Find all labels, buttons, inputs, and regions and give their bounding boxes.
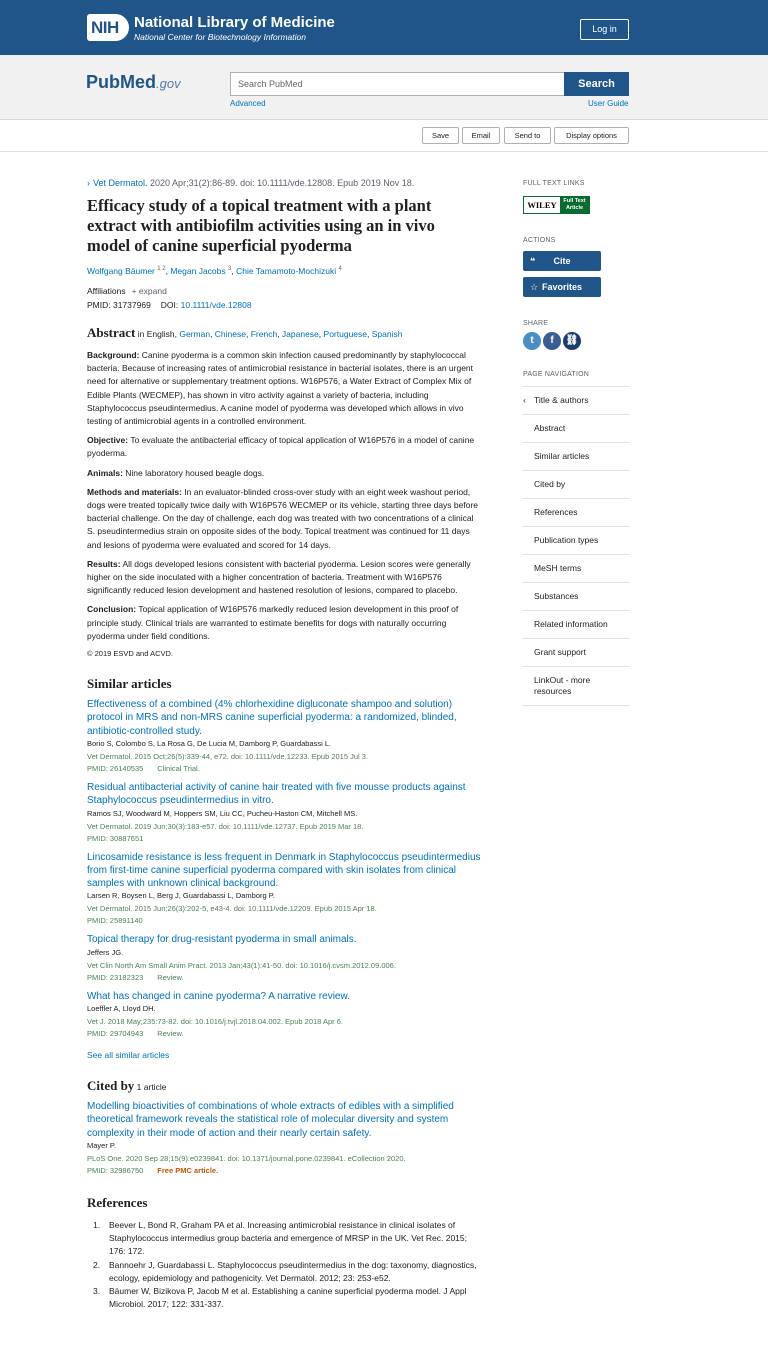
wiley-logo: WILEY — [524, 197, 560, 213]
section-text: Canine pyoderma is a common skin infection caused predominantly by staphylococcal bacteria. Because of increasing rates of antimicrobial resistance in bacterial isolates, there is an urgent need for alternative or supplementary treatment options. W16P576, a Water Extract of Complex Mix of Edible Plants (WECMEP), has shown in vitro activity against a variety of bacteria, including Staphylococcus pseudintermedius. A canine model of pyoderma was developed which allows in vivo testing of antimicrobial agents in a controlled environment. — [87, 350, 474, 427]
ref-text: Beever L, Bond R, Graham PA et al. Increasing antimicrobial resistance in clinical isolates of Staphylococcus intermedius group bacteria and emergence of MRSP in the UK. Vet Rec. 2015; 176: 172. — [109, 1219, 467, 1257]
affiliation-ref[interactable]: 3 — [228, 266, 232, 273]
cite-button[interactable] — [523, 251, 601, 271]
ref-number: 1. — [93, 1219, 101, 1230]
similar-article-link[interactable]: What has changed in canine pyoderma? A narrative review. — [87, 990, 350, 1002]
nav-label: Grant support — [534, 647, 586, 657]
similar-article-authors: Larsen R, Boysen L, Berg J, Guardabassi L, Damborg P. — [87, 891, 275, 901]
section-label: Methods and materials: — [87, 486, 182, 497]
section-label: Animals: — [87, 467, 123, 478]
favorites-button[interactable] — [523, 277, 601, 297]
page-navigation-label: PAGE NAVIGATION — [523, 371, 590, 378]
similar-article-journal: Vet J. 2018 May;235:73-82. doi: 10.1016/j.tvjl.2018.04.002. Epub 2018 Apr 6. — [87, 1017, 344, 1027]
section-text: Topical application of W16P576 markedly reduced lesion development in this proof of principle study. Clinical trials are warranted to estimate benefits for dogs with naturally occurring pyoderma under field conditions. — [87, 604, 459, 641]
section-label: Objective: — [87, 435, 129, 446]
action-bar — [0, 120, 768, 152]
nih-logo[interactable]: NIH — [87, 14, 129, 41]
similar-article-pmid — [87, 915, 482, 927]
nav-item[interactable] — [523, 415, 629, 443]
similar-article-pmid — [87, 972, 482, 984]
quote-icon: ❝ — [530, 255, 536, 266]
star-icon: ☆ — [530, 281, 539, 292]
affiliation-ref[interactable]: 4 — [338, 266, 342, 273]
see-all-similar-link[interactable]: See all similar articles — [87, 1050, 170, 1061]
full-text-badge: Full Text Article — [560, 197, 589, 213]
pmid: PMID: 30887651 — [87, 833, 144, 843]
lang-portuguese[interactable]: Portuguese — [323, 329, 368, 339]
references-list — [87, 1219, 482, 1311]
pmid: PMID: 32986750 — [87, 1165, 144, 1175]
doi-label: DOI: — [160, 300, 179, 310]
pmid: PMID: 26140535 — [87, 763, 144, 773]
lang-japanese[interactable]: Japanese — [281, 329, 319, 339]
article-title: Efficacy study of a topical treatment with a plant extract with antibiofilm activities using an in vivo model of canine superficial pyoderma — [87, 196, 435, 255]
abstract-heading: Abstract in English, German, Chinese, French, Japanese, Portuguese, Spanish — [87, 325, 403, 340]
similar-article-authors: Borio S, Colombo S, La Rosa G, De Lucia M, Damborg P, Guardabassi L. — [87, 738, 332, 748]
nav-label: Similar articles — [534, 451, 590, 461]
list-item — [87, 781, 482, 845]
similar-article-pmid — [87, 833, 482, 845]
facebook-icon[interactable]: f — [543, 332, 561, 350]
similar-article-journal: Vet Dermatol. 2019 Jun;30(3):183-e57. doi: 10.1111/vde.12737. Epub 2019 Mar 18. — [87, 821, 364, 831]
cited-article-journal: PLoS One. 2020 Sep 28;15(9):e0239841. doi: 10.1371/journal.pone.0239841. eCollection 2020. — [87, 1153, 406, 1163]
pmid: PMID: 25891140 — [87, 916, 143, 926]
nav-item[interactable] — [523, 555, 629, 583]
ref-text: Bannoehr J, Guardabassi L. Staphylococcus pseudintermedius in the dog: taxonomy, diagnostics, ecology, epidemiology and pathogenicity. Vet Dermatol. 2012; 23: 253-e52. — [109, 1259, 477, 1283]
author-list: Wolfgang Bäumer $^{1 2}$, Megan Jacobs $^3$, Chie Tamamoto-Mochizuki $^4$ — [87, 266, 342, 276]
cited-article-link[interactable]: Modelling bioactivities of combinations of whole extracts of edibles with a simplified theoretical framework reveals the statistical role of molecular diversity and system complexity in their mode of action and their nearly certain safety. — [87, 1101, 454, 1139]
publication-type: Review. — [157, 972, 184, 982]
abstract-results — [87, 558, 482, 598]
actions-label: ACTIONS — [523, 237, 556, 244]
cited-article-authors: Mayer P. — [87, 1140, 117, 1150]
login-button[interactable]: Log in — [580, 19, 629, 40]
abstract-title: Abstract — [87, 325, 136, 340]
similar-articles-heading: Similar articles — [87, 676, 172, 692]
send-to-button[interactable]: Send to — [504, 127, 551, 144]
section-text: All dogs developed lesions consistent with bacterial pyoderma. Lesion scores were generally higher on the side inoculated with a higher concentration of bacteria. Treatment with W16P576 significantly reduced lesion development and hastened resolution of lesions, compared to placebo. — [87, 558, 471, 596]
ncbi-subtitle: National Center for Biotechnology Information — [134, 32, 306, 42]
pmid: PMID: 29704943 — [87, 1029, 144, 1039]
list-item — [87, 1259, 482, 1285]
list-item — [87, 1285, 482, 1311]
similar-article-link[interactable]: Lincosamide resistance is less frequent in Denmark in Staphylococcus pseudintermedius from first-time canine superficial pyoderma compared with skin isolates from clinical samples with unknown clinical background. — [87, 851, 481, 890]
abstract-animals — [87, 467, 482, 480]
ref-text: Bäumer W, Bizikova P, Jacob M et al. Establishing a canine superficial pyoderma model. J Appl Microbiol. 2017; 122: 331-337. — [109, 1285, 467, 1310]
doi-link[interactable]: 10.1111/vde.12808 — [180, 300, 252, 310]
nav-item[interactable] — [523, 611, 629, 639]
copyright: © 2019 ESVD and ACVD. — [87, 649, 173, 659]
nav-label: MeSH terms — [534, 563, 582, 573]
chevron-left-icon: ‹ — [523, 395, 526, 405]
abstract-methods — [87, 486, 482, 552]
citation-details: 2020 Apr;31(2):86-89. doi: 10.1111/vde.12808. Epub 2019 Nov 18. — [147, 178, 415, 188]
nav-item[interactable] — [523, 639, 629, 667]
pubmed-logo-pub: Pub — [86, 72, 120, 92]
section-label: Conclusion: — [87, 604, 137, 615]
search-input[interactable]: Search PubMed — [230, 72, 565, 96]
similar-article-journal: Vet Clin North Am Small Anim Pract. 2013 Jan;43(1):41-50. doi: 10.1016/j.cvsm.2012.09.006. — [87, 960, 396, 970]
page-navigation — [523, 386, 629, 706]
nav-item[interactable] — [523, 667, 629, 706]
section-text: In an evaluator-blinded cross-over study with an eight week washout period, dogs were treated topically twice daily with W16P576 WECMEP or its vehicle, starting three days before bacterial challenge. On the day of challenge, each dog was treated with two concentrations of a clinical S. pseudintermedius strain on opposite sides of the body. Topical treatment was continued for 11 days and lesions of pyoderma were evaluated and scored for 14 days. — [87, 486, 479, 550]
sidebar — [523, 180, 629, 706]
lang-french[interactable]: French — [250, 329, 278, 339]
similar-article-pmid — [87, 763, 482, 775]
nav-item[interactable] — [523, 443, 629, 471]
nav-item[interactable] — [523, 499, 629, 527]
email-button[interactable]: Email — [462, 127, 500, 144]
nav-label: Publication types — [534, 535, 599, 545]
affiliations-row — [87, 286, 482, 296]
abstract-body — [87, 349, 482, 643]
cited-by-title: Cited by — [87, 1078, 135, 1094]
advanced-search-link[interactable]: Advanced — [230, 99, 266, 108]
nav-item[interactable] — [523, 583, 629, 611]
abstract-conclusion — [87, 603, 482, 643]
cited-by-count: 1 article — [134, 1082, 167, 1093]
lang-german[interactable]: German — [179, 329, 211, 339]
similar-article-authors: Jeffers JG. — [87, 947, 124, 957]
section-label: Results: — [87, 558, 121, 569]
nlm-title[interactable]: National Library of Medicine — [134, 14, 335, 31]
list-item — [87, 1219, 482, 1259]
lang-chinese[interactable]: Chinese — [214, 329, 246, 339]
similar-articles-list — [87, 698, 482, 1040]
abstract-background — [87, 349, 482, 428]
main-content — [87, 178, 482, 1311]
nav-label: Title & authors — [534, 395, 589, 405]
nav-label: Cited by — [534, 479, 566, 489]
full-text-links-label: FULL TEXT LINKS — [523, 180, 585, 187]
pubmed-logo-med: Med — [120, 72, 156, 92]
references-heading: References — [87, 1194, 148, 1210]
section-text: Nine laboratory housed beagle dogs. — [122, 467, 265, 478]
pubmed-logo[interactable] — [86, 72, 181, 93]
similar-article-link[interactable]: Effectiveness of a combined (4% chlorhexidine digluconate shampoo and solution) protocol in MRS and non-MRS canine superficial pyoderma: a randomized, blinded, antibiotic-controlled study. — [87, 699, 457, 737]
nav-item[interactable] — [523, 471, 629, 499]
list-item — [87, 933, 482, 983]
chevron-right-icon[interactable]: › — [87, 178, 90, 188]
similar-article-link[interactable]: Topical therapy for drug-resistant pyoderma in small animals. — [87, 934, 357, 946]
list-item — [87, 698, 482, 775]
user-guide-link[interactable]: User Guide — [588, 99, 629, 108]
identifiers — [87, 300, 482, 310]
similar-article-link[interactable]: Residual antibacterial activity of canine hair treated with five mousse products against Staphylococcus pseudintermedius in vitro. — [87, 781, 466, 807]
nav-item[interactable] — [523, 387, 629, 415]
link-icon[interactable]: ⛓ — [563, 332, 581, 350]
author-link[interactable]: Megan Jacobs — [170, 266, 226, 276]
share-buttons — [523, 332, 629, 350]
nav-label: Substances — [534, 591, 579, 601]
nav-label: References — [534, 507, 578, 517]
similar-article-pmid — [87, 1028, 482, 1040]
wiley-full-text-link[interactable] — [523, 196, 590, 214]
citation-line — [87, 178, 482, 188]
cited-by-heading — [87, 1078, 482, 1094]
cite-label: Cite — [553, 256, 571, 266]
list-item — [87, 990, 482, 1040]
similar-article-authors: Ramos SJ, Woodward M, Hoppers SM, Liu CC, Pucheu-Haston CM, Mitchell MS. — [87, 808, 358, 818]
abstract-lang-text: in English, — [135, 329, 180, 339]
pubmed-logo-gov: .gov — [156, 76, 181, 91]
save-button[interactable]: Save — [422, 127, 459, 144]
journal-link[interactable]: Vet Dermatol. — [93, 178, 148, 188]
nav-label: Related information — [534, 619, 608, 629]
ref-number: 3. — [93, 1285, 101, 1296]
lang-spanish[interactable]: Spanish — [371, 329, 403, 339]
affiliations-label: Affiliations — [87, 286, 126, 296]
ref-number: 2. — [93, 1259, 101, 1270]
similar-article-journal: Vet Dermatol. 2015 Oct;26(5):339-44, e72. doi: 10.1111/vde.12233. Epub 2015 Jul 3. — [87, 751, 369, 761]
affiliation-ref[interactable]: 1 2 — [157, 266, 166, 273]
similar-article-journal: Vet Dermatol. 2015 Jun;26(3):202-5, e43-4. doi: 10.1111/vde.12209. Epub 2015 Apr 18. — [87, 904, 377, 914]
nav-item[interactable] — [523, 527, 629, 555]
similar-article-authors: Loeffler A, Lloyd DH. — [87, 1004, 156, 1014]
abstract-objective — [87, 434, 482, 460]
pmid-label: PMID: 31737969 — [87, 300, 151, 310]
pmid: PMID: 23182323 — [87, 972, 144, 982]
section-text: To evaluate the antibacterial efficacy of topical application of W16P576 in a model of canine pyoderma. — [87, 435, 475, 459]
nav-label: LinkOut - more resources — [534, 675, 591, 696]
author-link[interactable]: Chie Tamamoto-Mochizuki — [236, 266, 337, 276]
list-item — [87, 1100, 482, 1177]
free-pmc-badge[interactable]: Free PMC article. — [157, 1165, 219, 1175]
publication-type: Clinical Trial. — [157, 763, 200, 773]
display-options-button[interactable]: Display options — [554, 127, 629, 144]
nav-label: Abstract — [534, 423, 566, 433]
share-label: SHARE — [523, 320, 549, 327]
twitter-icon[interactable]: t — [523, 332, 541, 350]
section-label: Background: — [87, 350, 140, 360]
publication-type: Review. — [157, 1029, 184, 1039]
cited-article-pmid — [87, 1165, 482, 1177]
favorites-label: Favorites — [541, 282, 583, 292]
list-item — [87, 851, 482, 928]
author-link[interactable]: Wolfgang Bäumer — [87, 266, 155, 276]
search-button[interactable]: Search — [564, 72, 629, 96]
expand-affiliations-button[interactable]: + expand — [131, 286, 167, 296]
